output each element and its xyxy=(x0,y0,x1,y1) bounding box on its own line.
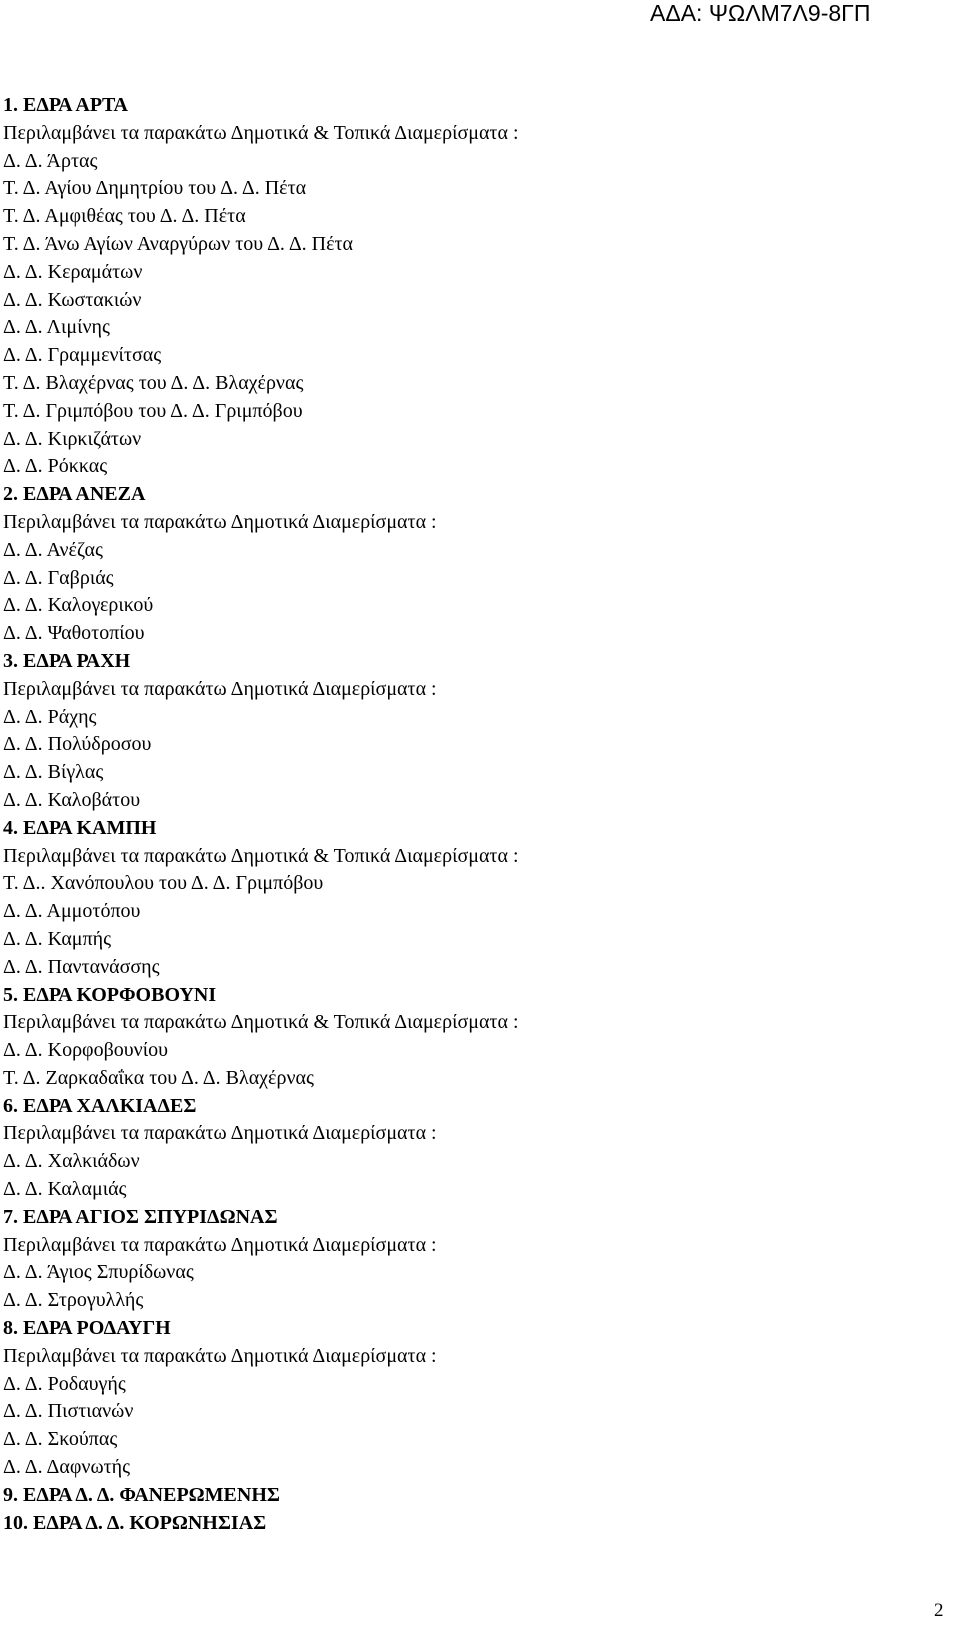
section-heading: 7. ΕΔΡΑ ΑΓΙΟΣ ΣΠΥΡΙΔΩΝΑΣ xyxy=(3,1205,278,1228)
text-line: Τ. Δ.. Χανόπουλου του Δ. Δ. Γριμπόβου xyxy=(3,872,324,895)
section-heading: 4. ΕΔΡΑ ΚΑΜΠΗ xyxy=(3,816,157,839)
text-line: Δ. Δ. Κωστακιών xyxy=(3,288,142,311)
text-line: Δ. Δ. Πιστιανών xyxy=(3,1400,134,1423)
text-line: Περιλαμβάνει τα παρακάτω Δημοτικά & Τοπικά Διαμερίσματα : xyxy=(3,121,519,144)
document-body xyxy=(3,92,943,1537)
text-line: Δ. Δ. Κεραμάτων xyxy=(3,260,143,283)
section-heading: 6. ΕΔΡΑ ΧΑΛΚΙΑΔΕΣ xyxy=(3,1094,197,1117)
section-heading: 3. ΕΔΡΑ ΡΑΧΗ xyxy=(3,649,131,672)
text-line: Δ. Δ. Καλοβάτου xyxy=(3,788,141,811)
text-line: Δ. Δ. Ρόκκας xyxy=(3,455,108,478)
section-heading: 5. ΕΔΡΑ ΚΟΡΦΟΒΟΥΝΙ xyxy=(3,983,217,1006)
text-line: Τ. Δ. Βλαχέρνας του Δ. Δ. Βλαχέρνας xyxy=(3,371,304,394)
text-line: Δ. Δ. Κιρκιζάτων xyxy=(3,427,142,450)
text-line: Περιλαμβάνει τα παρακάτω Δημοτικά Διαμερίσματα : xyxy=(3,1344,437,1367)
text-line: Τ. Δ. Άνω Αγίων Αναργύρων του Δ. Δ. Πέτα xyxy=(3,232,354,255)
text-line: Δ. Δ. Δαφνωτής xyxy=(3,1456,131,1479)
text-line: Δ. Δ. Ράχης xyxy=(3,705,97,728)
text-line: Δ. Δ. Λιμίνης xyxy=(3,316,110,339)
text-line: Περιλαμβάνει τα παρακάτω Δημοτικά & Τοπικά Διαμερίσματα : xyxy=(3,1011,519,1034)
text-line: Περιλαμβάνει τα παρακάτω Δημοτικά Διαμερίσματα : xyxy=(3,677,437,700)
text-line: Περιλαμβάνει τα παρακάτω Δημοτικά Διαμερίσματα : xyxy=(3,1122,437,1145)
text-line: Τ. Δ. Αμφιθέας του Δ. Δ. Πέτα xyxy=(3,205,246,228)
section-heading: 1. ΕΔΡΑ ΑΡΤΑ xyxy=(3,94,128,116)
ada-code: ΑΔΑ: ΨΩΛΜ7Λ9-8ΓΠ xyxy=(650,0,871,26)
section-heading: 8. ΕΔΡΑ ΡΟΔΑΥΓΗ xyxy=(3,1317,171,1340)
text-line: Τ. Δ. Γριμπόβου του Δ. Δ. Γριμπόβου xyxy=(3,399,303,422)
text-line: Δ. Δ. Κορφοβουνίου xyxy=(3,1039,168,1062)
text-line: Δ. Δ. Βίγλας xyxy=(3,761,104,784)
section-heading: 10. ΕΔΡΑ Δ. Δ. ΚΟΡΩΝΗΣΙΑΣ xyxy=(3,1511,267,1534)
text-line: Δ. Δ. Παντανάσσης xyxy=(3,955,160,978)
section-heading: 2. ΕΔΡΑ ΑΝΕΖΑ xyxy=(3,483,146,506)
text-line: Περιλαμβάνει τα παρακάτω Δημοτικά Διαμερίσματα : xyxy=(3,510,437,533)
page-number: 2 xyxy=(934,1600,944,1621)
text-line: Δ. Δ. Άρτας xyxy=(3,149,98,172)
text-line: Τ. Δ. Ζαρκαδαΐκα του Δ. Δ. Βλαχέρνας xyxy=(3,1066,314,1089)
text-line: Δ. Δ. Γαβριάς xyxy=(3,566,114,589)
text-line: Δ. Δ. Αμμοτόπου xyxy=(3,900,141,923)
text-line: Δ. Δ. Χαλκιάδων xyxy=(3,1150,140,1173)
section-heading: 9. ΕΔΡΑ Δ. Δ. ΦΑΝΕΡΩΜΕΝΗΣ xyxy=(3,1483,280,1506)
text-line: Περιλαμβάνει τα παρακάτω Δημοτικά Διαμερίσματα : xyxy=(3,1233,437,1256)
text-line: Δ. Δ. Ανέζας xyxy=(3,538,103,561)
text-line: Δ. Δ. Ψαθοτοπίου xyxy=(3,622,145,645)
text-line: Τ. Δ. Αγίου Δημητρίου του Δ. Δ. Πέτα xyxy=(3,177,307,200)
text-line: Δ. Δ. Άγιος Σπυρίδωνας xyxy=(3,1261,194,1284)
text-line: Δ. Δ. Καλαμιάς xyxy=(3,1178,127,1201)
text-line: Δ. Δ. Καμπής xyxy=(3,927,111,950)
text-line: Δ. Δ. Πολύδροσου xyxy=(3,733,152,756)
text-line: Περιλαμβάνει τα παρακάτω Δημοτικά & Τοπικά Διαμερίσματα : xyxy=(3,844,519,867)
text-line: Δ. Δ. Σκούπας xyxy=(3,1428,118,1451)
text-line: Δ. Δ. Γραμμενίτσας xyxy=(3,344,162,367)
text-line: Δ. Δ. Στρογυλλής xyxy=(3,1289,144,1312)
text-line: Δ. Δ. Καλογερικού xyxy=(3,594,154,617)
text-line: Δ. Δ. Ροδαυγής xyxy=(3,1372,126,1395)
